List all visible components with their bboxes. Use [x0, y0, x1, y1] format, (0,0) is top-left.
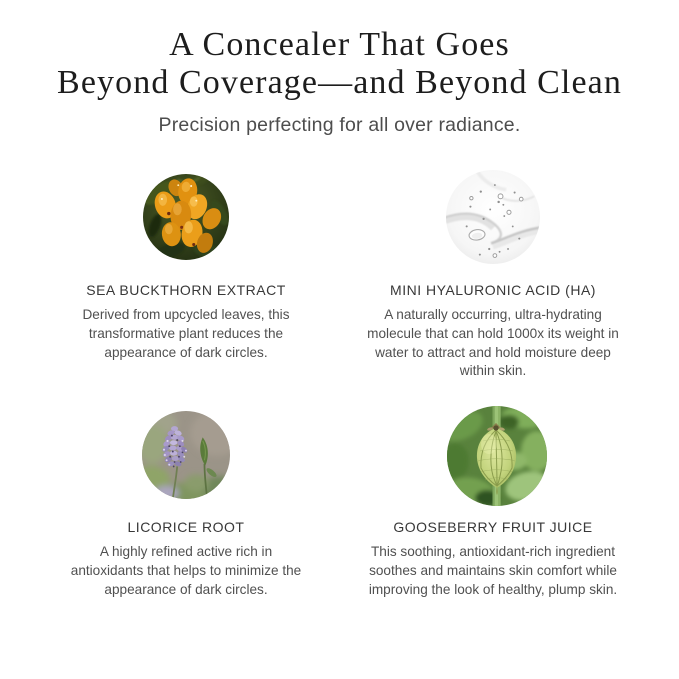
ingredient-description: A naturally occurring, ultra-hydrating molecule that can hold 1000x its weight in water to attract and hold moisture deep within skin.	[367, 307, 619, 379]
ingredient-card-gooseberry	[333, 519, 653, 599]
ingredient-description: This soothing, antioxidant-rich ingredient soothes and maintains skin comfort while improving the look of healthy, plump skin.	[368, 544, 618, 597]
gooseberry-husk-illustration	[447, 406, 547, 506]
ingredient-name: SEA BUCKTHORN EXTRACT	[86, 282, 286, 298]
ingredient-card-licorice-root	[26, 519, 346, 599]
sea-buckthorn-illustration	[143, 174, 229, 260]
clear-gel-illustration	[446, 170, 540, 264]
page-subtitle: Precision perfecting for all over radiance.	[158, 114, 521, 136]
hyaluronic-acid-photo	[446, 170, 540, 264]
header	[0, 26, 679, 137]
ingredient-name: MINI HYALURONIC ACID (HA)	[390, 282, 596, 298]
sea-buckthorn-photo	[143, 174, 229, 260]
ingredient-name: GOOSEBERRY FRUIT JUICE	[393, 519, 593, 535]
ingredient-card-hyaluronic-acid	[333, 282, 653, 381]
ingredient-card-sea-buckthorn	[26, 282, 346, 362]
page-title	[0, 26, 679, 102]
page-title-line2: Beyond Coverage—and Beyond Clean	[57, 64, 622, 101]
page-title-line1: A Concealer That Goes	[169, 26, 510, 63]
ingredient-description: Derived from upcycled leaves, this transformative plant reduces the appearance of dark circles.	[82, 307, 290, 360]
licorice-flower-illustration	[142, 411, 230, 499]
ingredient-name: LICORICE ROOT	[127, 519, 245, 535]
gooseberry-photo	[447, 406, 547, 506]
licorice-root-photo	[142, 411, 230, 499]
ingredient-description: A highly refined active rich in antioxidants that helps to minimize the appearance of dark circles.	[70, 544, 302, 597]
